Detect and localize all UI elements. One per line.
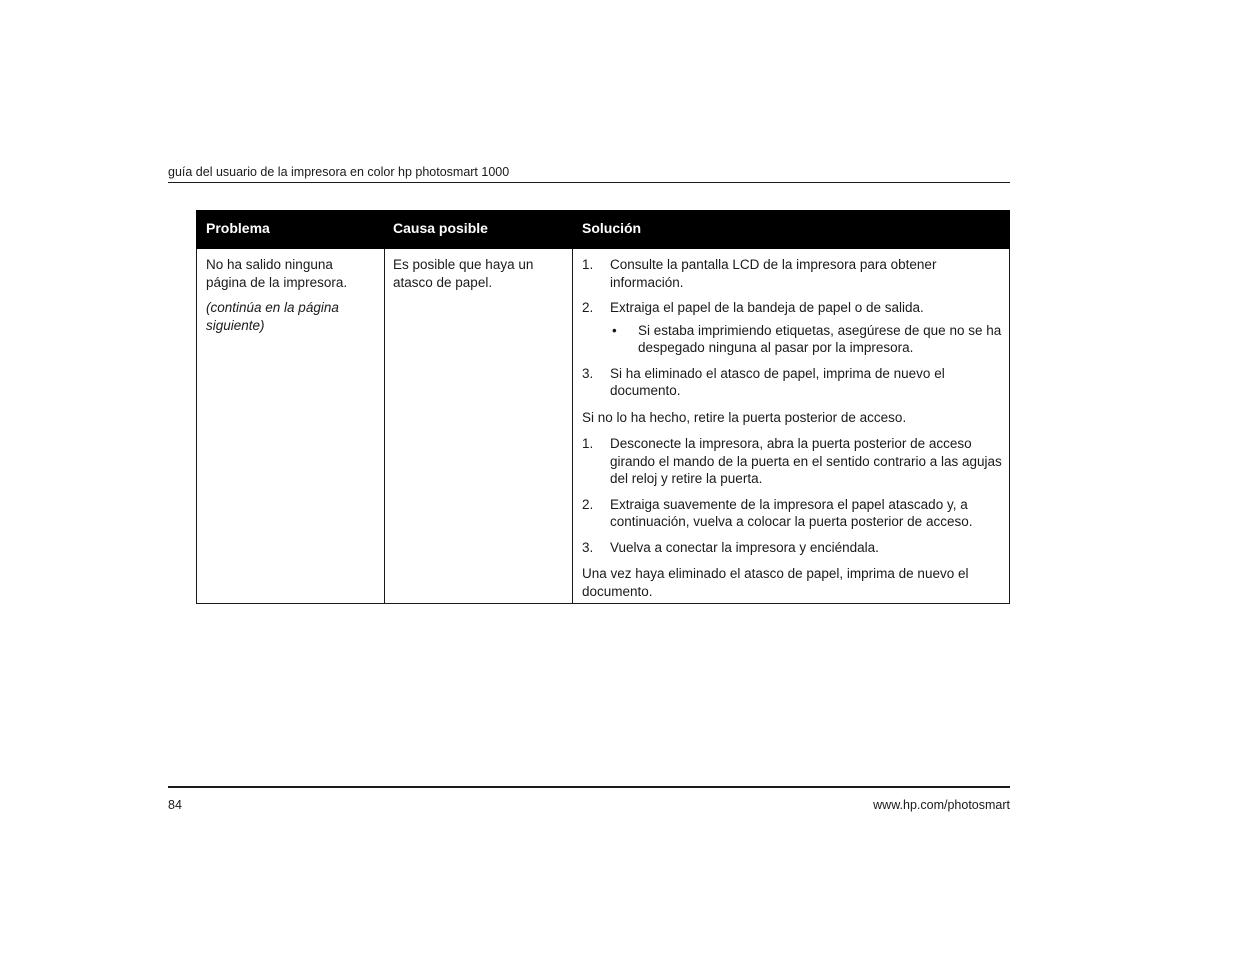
header-divider — [168, 182, 1010, 183]
step-number: 3. — [582, 539, 594, 555]
footer-url: www.hp.com/photosmart — [873, 798, 1010, 812]
troubleshooting-table — [196, 210, 1010, 604]
column-divider — [384, 249, 385, 603]
step-number: 3. — [582, 365, 594, 381]
solution-step — [582, 539, 1002, 557]
solution-paragraph: Si no lo ha hecho, retire la puerta posterior de acceso. — [582, 409, 907, 425]
cause-cell — [393, 256, 563, 291]
running-header: guía del usuario de la impresora en color hp photosmart 1000 — [168, 165, 510, 179]
column-header-causa: Causa posible — [393, 220, 488, 236]
solution-step — [582, 256, 1002, 291]
footer-divider — [168, 786, 1010, 788]
solution-step — [582, 365, 1002, 400]
step-text: Desconecte la impresora, abra la puerta posterior de acceso girando el mando de la puerta en el sentido contrario a las agujas del reloj y retire la puerta. — [610, 436, 1002, 486]
problem-cell — [206, 256, 376, 334]
solution-step — [582, 299, 1002, 317]
solution-cell — [582, 256, 1002, 600]
continued-note: (continúa en la página siguiente) — [206, 300, 339, 333]
step-number: 2. — [582, 300, 594, 315]
cause-text: Es posible que haya un atasco de papel. — [393, 257, 534, 290]
page-number: 84 — [168, 798, 182, 812]
column-header-solucion: Solución — [582, 220, 642, 236]
step-text: Vuelva a conectar la impresora y enciéndala. — [610, 539, 879, 555]
bullet-symbol: • — [612, 322, 617, 338]
step-number: 1. — [582, 436, 594, 451]
column-header-problema: Problema — [206, 220, 270, 236]
step-number: 2. — [582, 496, 594, 512]
step-text: Si ha eliminado el atasco de papel, imprima de nuevo el documento. — [610, 365, 945, 398]
solution-step — [582, 496, 1002, 531]
column-divider — [572, 249, 573, 603]
table-header-row — [196, 210, 1010, 249]
bullet-text: Si estaba imprimiendo etiquetas, asegúrese de que no se ha despegado ninguna al pasar por la impresora. — [638, 322, 1002, 355]
solution-step — [582, 435, 1002, 488]
step-number: 1. — [582, 257, 594, 272]
solution-paragraph: Una vez haya eliminado el atasco de papel, imprima de nuevo el documento. — [582, 566, 969, 599]
step-text: Extraiga suavemente de la impresora el papel atascado y, a continuación, vuelva a colocar la puerta posterior de acceso. — [610, 496, 973, 529]
solution-bullet — [582, 322, 1002, 357]
step-text: Consulte la pantalla LCD de la impresora para obtener información. — [610, 257, 937, 290]
step-text: Extraiga el papel de la bandeja de papel o de salida. — [610, 300, 924, 315]
problem-text: No ha salido ninguna página de la impresora. — [206, 257, 348, 290]
